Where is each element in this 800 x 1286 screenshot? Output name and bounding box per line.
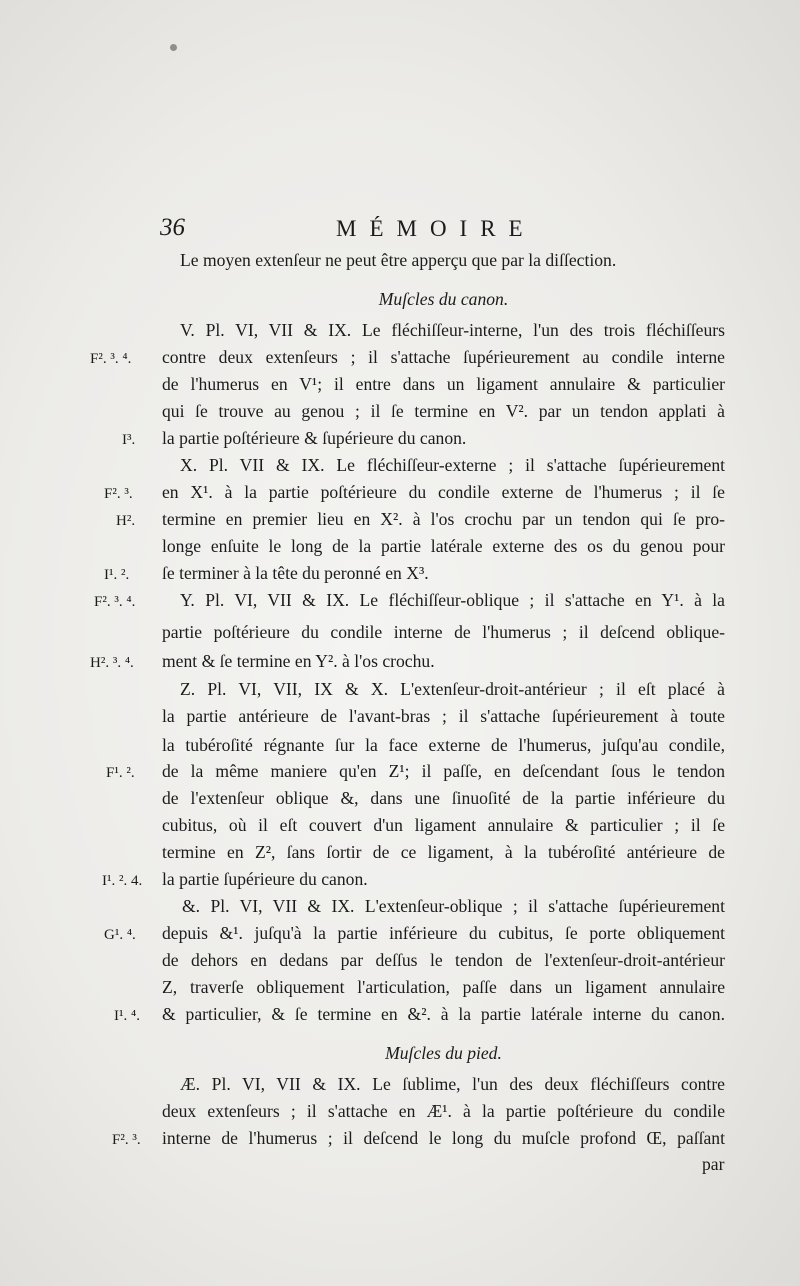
- text-line: contre deux extenſeurs ; il s'attache ſupérieurement au condile interne: [162, 347, 725, 367]
- text-line: qui ſe trouve au genou ; il ſe termine en V². par un tendon applati à: [162, 401, 725, 421]
- section-heading: Muſcles du pied.: [385, 1043, 502, 1063]
- margin-reference: F². ³. ⁴.: [94, 594, 136, 610]
- ink-spot: [170, 44, 177, 51]
- margin-reference: H².: [116, 513, 136, 529]
- text-line: termine en Z², ſans ſortir de ce ligament, à la tubéroſité antérieure de: [162, 842, 725, 862]
- text-line: de l'extenſeur oblique &, dans une ſinuoſité de la partie inférieure du: [162, 788, 725, 808]
- text-line: ſe terminer à la tête du peronné en X³.: [162, 563, 429, 583]
- margin-reference: F¹. ².: [106, 765, 135, 781]
- page-header: [160, 214, 720, 244]
- text-line: V. Pl. VI, VII & IX. Le fléchiſſeur-interne, l'un des trois fléchiſſeurs: [180, 320, 725, 340]
- text-line: de l'humerus en V¹; il entre dans un ligament annulaire & particulier: [162, 374, 725, 394]
- text-line: la partie poſtérieure & ſupérieure du canon.: [162, 428, 467, 448]
- text-line: ment & ſe termine en Y². à l'os crochu.: [162, 651, 435, 671]
- text-line: Z, traverſe obliquement l'articulation, paſſe dans un ligament annulaire: [162, 977, 725, 997]
- margin-reference: F². ³.: [112, 1132, 141, 1148]
- text-line: deux extenſeurs ; il s'attache en Æ¹. à la partie poſtérieure du condile: [162, 1101, 725, 1121]
- margin-reference: G¹. ⁴.: [104, 927, 136, 943]
- text-line: Y. Pl. VI, VII & IX. Le fléchiſſeur-oblique ; il s'attache en Y¹. à la: [180, 590, 725, 610]
- text-line: Z. Pl. VI, VII, IX & X. L'extenſeur-droit-antérieur ; il eſt placé à: [180, 679, 725, 699]
- text-line: longe enſuite le long de la partie latérale externe des os du genou pour: [162, 536, 725, 556]
- text-line: depuis &¹. juſqu'à la partie inférieure du cubitus, ſe porte obliquement: [162, 923, 725, 943]
- text-line: X. Pl. VII & IX. Le fléchiſſeur-externe ; il s'attache ſupérieurement: [180, 455, 725, 475]
- margin-reference: F². ³. ⁴.: [90, 351, 132, 367]
- running-title: MÉMOIRE: [336, 216, 536, 241]
- text-line: termine en premier lieu en X². à l'os crochu par un tendon qui ſe pro-: [162, 509, 725, 529]
- catchword: par: [702, 1154, 725, 1174]
- margin-reference: F². ³.: [104, 486, 133, 502]
- text-line: la partie antérieure de l'avant-bras ; il s'attache ſupérieurement à toute: [162, 706, 725, 726]
- text-line: en X¹. à la partie poſtérieure du condile externe de l'humerus ; il ſe: [162, 482, 725, 502]
- text-line: de dehors en dedans par deſſus le tendon de l'extenſeur-droit-antérieur: [162, 950, 725, 970]
- margin-reference: H². ³. ⁴.: [90, 655, 134, 671]
- margin-reference: I³.: [122, 432, 136, 448]
- text-line: interne de l'humerus ; il deſcend le long du muſcle profond Œ, paſſant: [162, 1128, 725, 1148]
- text-line: Æ. Pl. VI, VII & IX. Le ſublime, l'un des deux fléchiſſeurs contre: [180, 1074, 725, 1094]
- text-line: Le moyen extenſeur ne peut être apperçu que par la diſſection.: [180, 250, 617, 270]
- text-line: &. Pl. VI, VII & IX. L'extenſeur-oblique ; il s'attache ſupérieurement: [182, 896, 725, 916]
- margin-reference: I¹. ².: [104, 567, 130, 583]
- text-line: partie poſtérieure du condile interne de l'humerus ; il deſcend oblique-: [162, 622, 725, 642]
- margin-reference: I¹. ⁴.: [114, 1008, 140, 1024]
- text-line: la partie ſupérieure du canon.: [162, 869, 368, 889]
- page-number: 36: [160, 214, 185, 241]
- text-line: & particulier, & ſe termine en &². à la partie latérale interne du canon.: [162, 1004, 725, 1024]
- text-line: de la même maniere qu'en Z¹; il paſſe, en deſcendant ſous le tendon: [162, 761, 725, 781]
- text-line: cubitus, où il eſt couvert d'un ligament annulaire & particulier ; il ſe: [162, 815, 725, 835]
- section-heading: Muſcles du canon.: [378, 289, 509, 309]
- margin-reference: I¹. ². 4.: [102, 873, 143, 889]
- text-line: la tubéroſité régnante ſur la face externe de l'humerus, juſqu'au condile,: [162, 735, 725, 755]
